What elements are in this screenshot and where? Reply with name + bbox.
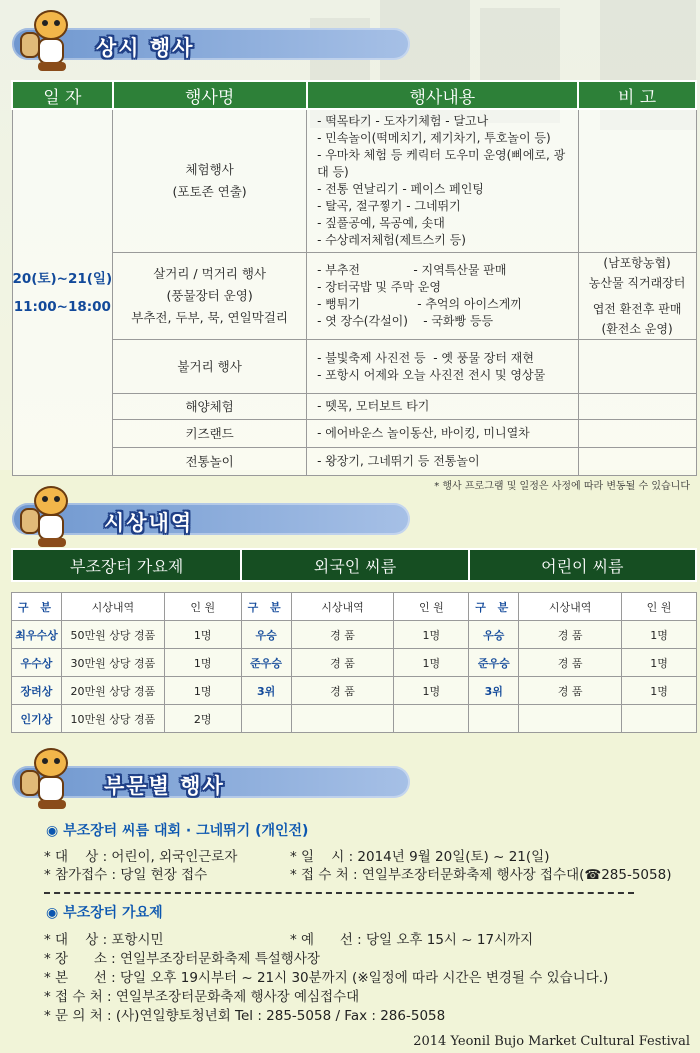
award-rank: 장려상: [12, 677, 62, 705]
section-title-awards: 시상내역: [104, 511, 194, 535]
awards-subheader-row: [12, 593, 697, 621]
group-foreign-ssireum: 외국인 씨름: [241, 549, 468, 581]
award-rank: 3위: [241, 677, 291, 705]
event-ssireum-registration: * 참가접수 : 당일 현장 접수: [44, 867, 208, 883]
award-rank: 우승: [469, 621, 519, 649]
event-ssireum-date: * 일 시 : 2014년 9월 20일(토) ~ 21(일): [290, 849, 550, 865]
event-gayoje-title: ◉ 부조장터 가요제: [46, 905, 163, 921]
award-rank: 우승: [241, 621, 291, 649]
col-category: 구 분: [469, 593, 519, 621]
award-prize: 20만원 상당 경품: [61, 677, 164, 705]
remark-line: (남포항농협): [603, 256, 671, 270]
remark-line: (환전소 운영): [601, 322, 673, 336]
event-ssireum-reception: * 접 수 처 : 연일부조장터문화축제 행사장 접수대(☎285-5058): [290, 867, 672, 883]
header-remarks: 비 고: [578, 81, 696, 109]
event-name-line: 부추전, 두부, 묵, 연일막걸리: [131, 310, 288, 325]
event-name-cell: [113, 253, 307, 340]
event-gayoje-target: * 대 상 : 포항시민: [44, 932, 164, 948]
remarks-cell: [578, 448, 696, 476]
event-ssireum-title: ◉ 부조장터 씨름 대회 · 그네뛰기 (개인전): [46, 823, 309, 839]
remarks-cell: [578, 394, 696, 420]
event-content-cell: [307, 340, 579, 394]
content-line: - 불빛축제 사진전 등 - 옛 풍물 장터 재현: [317, 350, 534, 365]
section-title-permanent: 상시 행사: [96, 36, 195, 60]
event-gayoje-info-line: * 문 의 처 : (사)연일향토청년회 Tel : 285-5058 / Fax : 286-5058: [44, 1008, 446, 1024]
award-prize: 50만원 상당 경품: [61, 621, 164, 649]
event-content-cell: - 뗏목, 모터보트 타기: [307, 394, 579, 420]
content-line: - 떡목타기 - 도자기체험 - 달고나: [317, 114, 489, 128]
award-count: 1명: [394, 677, 469, 705]
empty-cell: [469, 705, 519, 733]
award-prize: 경 품: [291, 677, 394, 705]
content-line: - 포항시 어제와 오늘 사진전 전시 및 영상물: [317, 367, 546, 382]
content-line: - 민속놀이(떡메치기, 제기차기, 투호놀이 등): [317, 131, 551, 145]
event-name-cell: 해양체험: [113, 394, 307, 420]
group-gayoje: 부조장터 가요제: [12, 549, 241, 581]
section-title-divisions: 부문별 행사: [104, 774, 225, 798]
award-prize: 30만원 상당 경품: [61, 649, 164, 677]
header-date: 일 자: [12, 81, 113, 109]
remarks-cell: [578, 253, 696, 340]
schedule-date: 20(토)~21(일): [12, 270, 113, 287]
col-count: 인 원: [164, 593, 241, 621]
award-count: 1명: [164, 621, 241, 649]
event-ssireum-target: * 대 상 : 어린이, 외국인근로자: [44, 849, 238, 865]
schedule-time: 11:00~18:00: [13, 298, 111, 315]
col-category: 구 분: [241, 593, 291, 621]
content-line: - 엿 장수(각설이) - 국화빵 등등: [317, 314, 494, 328]
event-gayoje-info-line: * 접 수 처 : 연일부조장터문화축제 행사장 예심접수대: [44, 989, 360, 1005]
content-line: - 전통 연날리기 - 페이스 페인팅: [317, 182, 484, 196]
award-rank: 3위: [469, 677, 519, 705]
content-line: - 짚풀공예, 목공예, 솟대: [317, 216, 445, 230]
mascot-icon: [18, 482, 80, 550]
table-row: [12, 649, 697, 677]
award-rank: 최우수상: [12, 621, 62, 649]
award-rank: 우수상: [12, 649, 62, 677]
col-prize: 시상내역: [61, 593, 164, 621]
event-name-line: (포토존 연출): [172, 184, 247, 199]
event-content-cell: [307, 109, 579, 253]
award-prize: 10만원 상당 경품: [61, 705, 164, 733]
mascot-icon: [18, 6, 80, 74]
award-count: 2명: [164, 705, 241, 733]
header-event-name: 행사명: [113, 81, 307, 109]
event-name-line: 체험행사: [185, 162, 234, 177]
award-prize: 경 품: [291, 621, 394, 649]
award-prize: 경 품: [291, 649, 394, 677]
award-prize: 경 품: [519, 621, 622, 649]
col-category: 구 분: [12, 593, 62, 621]
empty-cell: [394, 705, 469, 733]
event-name-line: (풍물장터 운영): [166, 288, 253, 303]
group-kids-ssireum: 어린이 씨름: [469, 549, 696, 581]
content-line: - 장터국밥 및 주막 운영: [317, 280, 441, 294]
mascot-icon: [18, 744, 80, 812]
award-rank: 인기상: [12, 705, 62, 733]
footer-festival-name: 2014 Yeonil Bujo Market Cultural Festival: [413, 1034, 690, 1049]
remarks-cell: [578, 109, 696, 253]
event-gayoje-info-line: * 장 소 : 연일부조장터문화축제 특설행사장: [44, 951, 320, 967]
schedule-footnote: * 행사 프로그램 및 일정은 사정에 따라 변동될 수 있습니다: [434, 481, 690, 492]
empty-cell: [622, 705, 697, 733]
event-content-cell: - 왕장기, 그네뛰기 등 전통놀이: [307, 448, 579, 476]
content-line: - 우마차 체험 등 케릭터 도우미 운영(삐에로, 광대 등): [317, 148, 566, 179]
event-name-cell: [113, 340, 307, 394]
award-count: 1명: [164, 677, 241, 705]
awards-table: [11, 592, 697, 733]
table-row: [12, 621, 697, 649]
col-prize: 시상내역: [519, 593, 622, 621]
event-name-line: 불거리 행사: [177, 358, 242, 374]
award-prize: 경 품: [519, 649, 622, 677]
event-name-cell: 전통놀이: [113, 448, 307, 476]
remarks-cell: [578, 340, 696, 394]
remark-line: 농산물 직거래장터: [588, 276, 686, 290]
award-rank: 준우승: [241, 649, 291, 677]
event-name-line: 살거리 / 먹거리 행사: [153, 266, 266, 281]
col-count: 인 원: [394, 593, 469, 621]
empty-cell: [519, 705, 622, 733]
event-name-cell: 키즈랜드: [113, 420, 307, 448]
event-content-cell: [307, 253, 579, 340]
event-gayoje-info-line: * 본 선 : 당일 오후 19시부터 ~ 21시 30분까지 (※일정에 따라 시간은 변경될 수 있습니다.): [44, 970, 609, 986]
event-gayoje-prelim: * 예 선 : 당일 오후 15시 ~ 17시까지: [290, 932, 534, 948]
empty-cell: [241, 705, 291, 733]
divider: [44, 892, 634, 894]
empty-cell: [291, 705, 394, 733]
col-prize: 시상내역: [291, 593, 394, 621]
award-count: 1명: [622, 677, 697, 705]
award-count: 1명: [622, 649, 697, 677]
content-line: - 뻥튀기 - 추억의 아이스게끼: [317, 297, 522, 311]
remark-line: 엽전 환전후 판매: [592, 302, 682, 316]
award-count: 1명: [164, 649, 241, 677]
content-line: - 부추전 - 지역특산물 판매: [317, 263, 507, 277]
award-count: 1명: [394, 621, 469, 649]
event-name-cell: [113, 109, 307, 253]
schedule-date-cell: [12, 109, 113, 476]
remarks-cell: [578, 420, 696, 448]
award-prize: 경 품: [519, 677, 622, 705]
col-count: 인 원: [622, 593, 697, 621]
award-groups-header: [11, 548, 697, 582]
table-row: [12, 677, 697, 705]
event-content-cell: - 에어바운스 놀이동산, 바이킹, 미니열차: [307, 420, 579, 448]
schedule-table: [11, 80, 697, 476]
content-line: - 탈곡, 절구찧기 - 그네뛰기: [317, 199, 461, 213]
award-count: 1명: [394, 649, 469, 677]
content-line: - 수상레저체험(제트스키 등): [317, 233, 466, 247]
table-row: [12, 705, 697, 733]
award-count: 1명: [622, 621, 697, 649]
award-rank: 준우승: [469, 649, 519, 677]
header-event-content: 행사내용: [307, 81, 579, 109]
